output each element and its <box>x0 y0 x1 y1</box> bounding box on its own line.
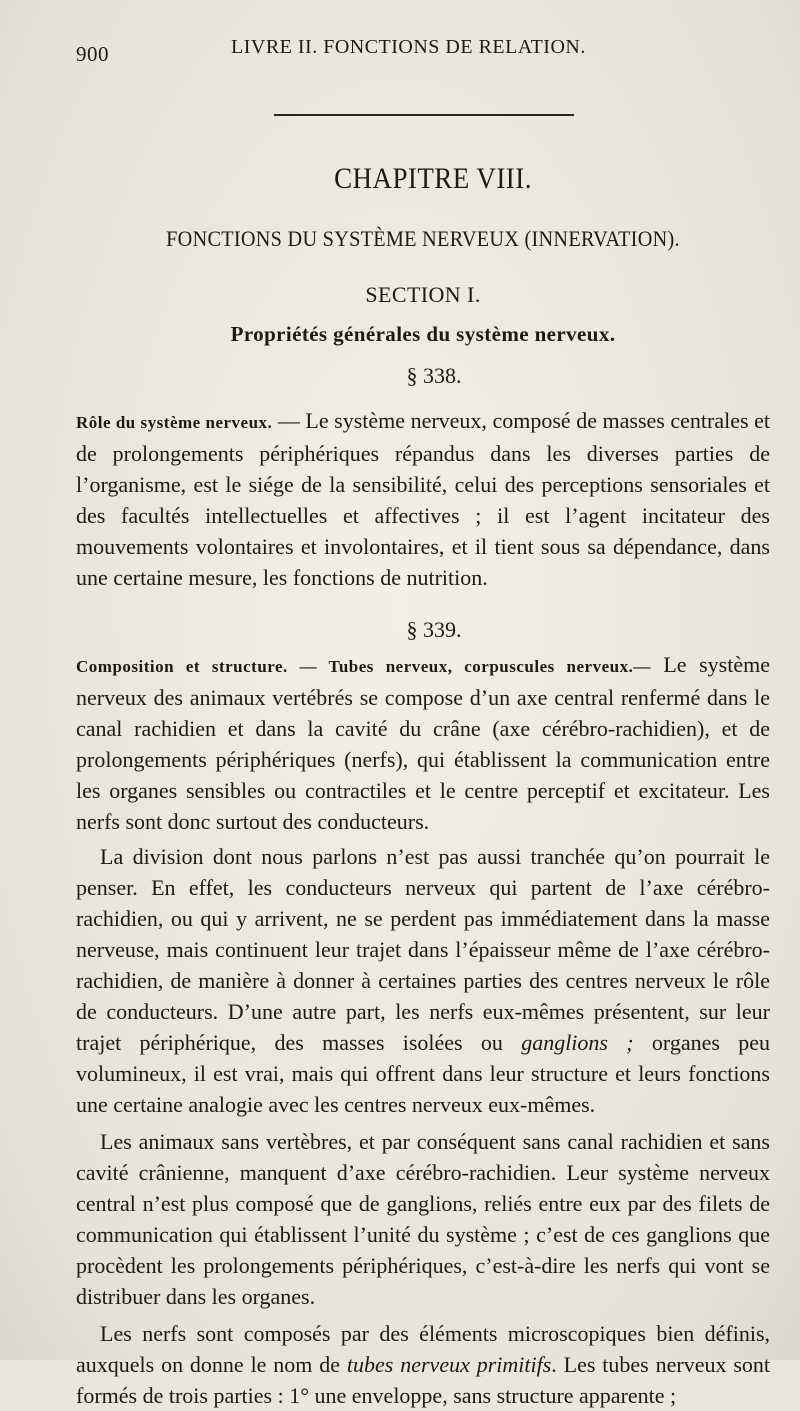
paragraph-339-continuation-1 <box>76 841 770 1120</box>
paragraph-number-339: § 339. <box>406 617 462 642</box>
running-head: LIVRE II. FONCTIONS DE RELATION. <box>231 36 586 58</box>
section-subtitle: Propriétés générales du système nerveux. <box>230 322 616 346</box>
continuation-2-text: Les animaux sans vertèbres, et par conséquent sans canal rachidien et sans cavité crânienne, manquent d’axe cérébro-rachidien. Leur système nerveux central n’est plus composé que de ganglions, reliés entre eux par des filets de communication qui établissent l’unité du système ; c’est de ces ganglions que procèdent les prolongements périphériques, c’est-à-dire les nerfs qui vont se distribuer dans les organes. <box>76 1129 770 1309</box>
continuation-3-italic: tubes nerveux primitifs <box>346 1352 552 1377</box>
chapter-number: CHAPITRE VIII. <box>334 162 532 195</box>
continuation-1-italic: ganglions ; <box>521 1030 634 1055</box>
continuation-1-text: La division dont nous parlons n’est pas aussi tranchée qu’on pourrait le penser. En effet, les conducteurs nerveux qui partent de l’axe cérébro-rachidien, ou qui y arrivent, ne se perdent pas immédiatement dans la masse nerveuse, mais continuent leur trajet dans l’épaisseur même de l’axe cérébro-rachidien, de manière à donner à certaines parties des centres nerveux le rôle de conducteurs. D’une autre part, les nerfs eux-mêmes présentent, sur leur trajet périphérique, des masses isolées ou <box>76 844 770 1055</box>
continuation-1-text-end: organes peu volumineux, il est vrai, mais qui offrent dans leur structure et leurs fonctions une certaine analogie avec les centres nerveux eux-mêmes. <box>76 1030 770 1117</box>
continuation-3-text-end: . Les tubes nerveux sont formés de trois parties : 1° une enveloppe, sans structure apparente ; <box>76 1352 770 1408</box>
paragraph-339-continuation-3 <box>76 1318 770 1411</box>
paragraph-338-text: — Le système nerveux, composé de masses centrales et de prolongements périphériques répandus dans les diverses parties de l’organisme, est le siége de la sensibilité, celui des perceptions sensoriales et des facultés intellectuelles et affectives ; il est l’agent incitateur des mouvements volontaires et involontaires, et il tient sous sa dépendance, dans une certaine mesure, les fonctions de nutrition. <box>76 408 770 590</box>
paragraph-339-body <box>76 649 770 837</box>
page-number: 900 <box>76 42 109 66</box>
paragraph-339-lead: Composition et structure. — Tubes nerveux, corpuscules nerveux.— <box>76 657 651 676</box>
section-number: SECTION I. <box>365 282 481 307</box>
paragraph-339-text: Le système nerveux des animaux vertébrés se compose d’un axe central renfermé dans le canal rachidien et dans la cavité du crâne (axe cérébro-rachidien), et de prolongements périphériques (nerfs), qui établissent la communication entre les organes sensibles ou contractiles et le centre perceptif et excitateur. Les nerfs sont donc surtout des conducteurs. <box>76 652 770 834</box>
paragraph-339-continuation-2 <box>76 1126 770 1312</box>
page-header <box>76 26 770 74</box>
chapter-title: FONCTIONS DU SYSTÈME NERVEUX (INNERVATION). <box>166 226 680 251</box>
paragraph-number-338: § 338. <box>406 363 462 388</box>
header-rule <box>274 114 574 116</box>
paragraph-338-lead: Rôle du système nerveux. <box>76 413 273 432</box>
paragraph-338-body <box>76 405 770 593</box>
continuation-3-text: Les nerfs sont composés par des éléments microscopiques bien définis, auxquels on donne le nom de <box>76 1321 770 1377</box>
